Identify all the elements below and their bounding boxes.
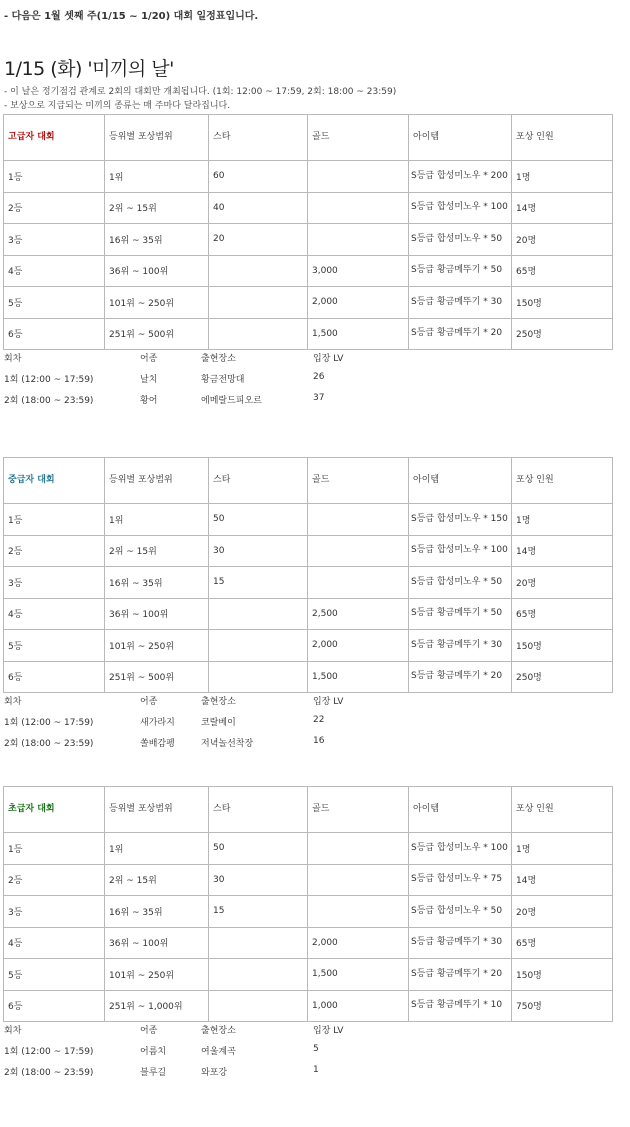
- info-header-row: [3, 690, 403, 711]
- table-cell: 2위 ~ 15위: [105, 864, 209, 896]
- table-cell: 1,500: [308, 959, 409, 991]
- table-row: [4, 896, 613, 928]
- table-cell: 101위 ~ 250위: [105, 287, 209, 319]
- table-cell: [209, 318, 308, 350]
- info-cell: 황어: [140, 396, 158, 406]
- info-cell: 날치: [140, 375, 158, 385]
- table-row: [4, 864, 613, 896]
- column-header: 포상 인원: [512, 115, 613, 161]
- info-cell: 와포강: [201, 1068, 228, 1078]
- table-cell: 1위: [105, 504, 209, 536]
- table-cell: 2,000: [308, 630, 409, 662]
- table-cell: [308, 161, 409, 193]
- table-cell: 1위: [105, 833, 209, 865]
- info-cell: 황금전망대: [201, 375, 245, 385]
- column-header: 아이템: [409, 115, 512, 161]
- info-cell: 새가라지: [140, 718, 175, 728]
- table-cell: 2,000: [308, 287, 409, 319]
- table-cell: 2등: [4, 192, 105, 224]
- table-cell: 250명: [512, 318, 613, 350]
- table-cell: 36위 ~ 100위: [105, 255, 209, 287]
- info-header: 입장 LV: [313, 354, 344, 364]
- tournament-name: 초급자 대회: [4, 787, 105, 833]
- table-row: [4, 959, 613, 991]
- info-row: [3, 1040, 403, 1061]
- table-row: [4, 990, 613, 1022]
- table-cell: 14명: [512, 864, 613, 896]
- beginner-tournament-table: [3, 786, 613, 1022]
- table-cell: 3등: [4, 224, 105, 256]
- info-cell: 5: [313, 1044, 319, 1054]
- table-cell: 2위 ~ 15위: [105, 192, 209, 224]
- table-cell: S등급 합성미노우 * 75: [409, 864, 512, 896]
- column-header: 스타: [209, 787, 308, 833]
- table-cell: 150명: [512, 630, 613, 662]
- table-cell: 1,500: [308, 318, 409, 350]
- info-cell: 코랄베이: [201, 718, 236, 728]
- table-cell: 40: [209, 192, 308, 224]
- table-cell: 5등: [4, 287, 105, 319]
- column-header: 등위별 포상범위: [105, 115, 209, 161]
- table-cell: 50: [209, 504, 308, 536]
- info-header: 입장 LV: [313, 697, 344, 707]
- table-cell: 15: [209, 896, 308, 928]
- info-header: 출현장소: [201, 354, 236, 364]
- table-cell: 14명: [512, 192, 613, 224]
- table-cell: 20: [209, 224, 308, 256]
- table-cell: 250명: [512, 661, 613, 693]
- table-cell: 3등: [4, 896, 105, 928]
- table-cell: [308, 224, 409, 256]
- table-row: [4, 630, 613, 662]
- table-cell: [209, 598, 308, 630]
- table-row: [4, 567, 613, 599]
- column-header: 포상 인원: [512, 458, 613, 504]
- info-cell: 1회 (12:00 ~ 17:59): [4, 1047, 94, 1057]
- info-cell: 쏠배감펭: [140, 739, 175, 749]
- tournament-name: 고급자 대회: [4, 115, 105, 161]
- table-cell: [308, 896, 409, 928]
- note-schedule: - 이 날은 정기점검 관계로 2회의 대회만 개최됩니다. (1회: 12:00 ~ 17:59, 2회: 18:00 ~ 23:59): [4, 87, 397, 97]
- table-cell: 6등: [4, 990, 105, 1022]
- info-cell: 2회 (18:00 ~ 23:59): [4, 396, 94, 406]
- table-cell: S등급 황금메뚜기 * 10: [409, 990, 512, 1022]
- info-row: [3, 1061, 403, 1082]
- table-cell: 6등: [4, 318, 105, 350]
- table-cell: 251위 ~ 500위: [105, 318, 209, 350]
- table-cell: S등급 황금메뚜기 * 20: [409, 959, 512, 991]
- table-cell: S등급 합성미노우 * 100: [409, 192, 512, 224]
- table-header-row: [4, 458, 613, 504]
- table-cell: S등급 합성미노우 * 100: [409, 535, 512, 567]
- advanced-schedule-info: [3, 347, 403, 410]
- table-cell: S등급 합성미노우 * 200: [409, 161, 512, 193]
- table-cell: S등급 황금메뚜기 * 20: [409, 661, 512, 693]
- info-header: 입장 LV: [313, 1026, 344, 1036]
- table-cell: S등급 황금메뚜기 * 30: [409, 630, 512, 662]
- table-cell: 1명: [512, 161, 613, 193]
- table-cell: 150명: [512, 287, 613, 319]
- table-cell: 1,500: [308, 661, 409, 693]
- table-row: [4, 504, 613, 536]
- table-cell: S등급 황금메뚜기 * 20: [409, 318, 512, 350]
- column-header: 등위별 포상범위: [105, 458, 209, 504]
- info-cell: 22: [313, 715, 325, 725]
- table-cell: 150명: [512, 959, 613, 991]
- table-cell: 36위 ~ 100위: [105, 598, 209, 630]
- table-cell: 3,000: [308, 255, 409, 287]
- table-row: [4, 287, 613, 319]
- table-cell: 1등: [4, 833, 105, 865]
- table-cell: 5등: [4, 959, 105, 991]
- info-header: 출현장소: [201, 697, 236, 707]
- column-header: 스타: [209, 458, 308, 504]
- table-cell: 65명: [512, 927, 613, 959]
- column-header: 골드: [308, 115, 409, 161]
- info-cell: 에메랄드피오르: [201, 396, 262, 406]
- table-cell: [209, 959, 308, 991]
- table-cell: 20명: [512, 896, 613, 928]
- table-cell: 30: [209, 535, 308, 567]
- table-cell: 2등: [4, 535, 105, 567]
- table-cell: 2,500: [308, 598, 409, 630]
- info-cell: 1회 (12:00 ~ 17:59): [4, 718, 94, 728]
- beginner-schedule-info: [3, 1019, 403, 1082]
- table-cell: 251위 ~ 1,000위: [105, 990, 209, 1022]
- table-cell: S등급 합성미노우 * 50: [409, 896, 512, 928]
- table-cell: 4등: [4, 927, 105, 959]
- table-cell: 1명: [512, 833, 613, 865]
- table-cell: 20명: [512, 224, 613, 256]
- table-cell: S등급 합성미노우 * 50: [409, 567, 512, 599]
- table-cell: 14명: [512, 535, 613, 567]
- table-cell: 2,000: [308, 927, 409, 959]
- table-row: [4, 661, 613, 693]
- info-header-row: [3, 1019, 403, 1040]
- info-row: [3, 389, 403, 410]
- table-cell: 101위 ~ 250위: [105, 630, 209, 662]
- table-cell: 16위 ~ 35위: [105, 567, 209, 599]
- table-header-row: [4, 115, 613, 161]
- advanced-tournament-table: [3, 114, 613, 350]
- table-row: [4, 318, 613, 350]
- table-cell: 750명: [512, 990, 613, 1022]
- info-header: 회차: [4, 354, 22, 364]
- column-header: 골드: [308, 787, 409, 833]
- table-row: [4, 927, 613, 959]
- info-header: 어종: [140, 1026, 158, 1036]
- info-row: [3, 711, 403, 732]
- info-cell: 어름치: [140, 1047, 167, 1057]
- table-cell: 5등: [4, 630, 105, 662]
- table-cell: [308, 567, 409, 599]
- table-cell: 2등: [4, 864, 105, 896]
- table-cell: [209, 630, 308, 662]
- table-cell: 1등: [4, 504, 105, 536]
- info-header: 회차: [4, 1026, 22, 1036]
- info-cell: 37: [313, 393, 325, 403]
- table-cell: 251위 ~ 500위: [105, 661, 209, 693]
- info-cell: 16: [313, 736, 325, 746]
- table-cell: [209, 287, 308, 319]
- column-header: 골드: [308, 458, 409, 504]
- day-title: 1/15 (화) '미끼의 날': [4, 58, 174, 80]
- table-cell: S등급 황금메뚜기 * 50: [409, 255, 512, 287]
- table-cell: 1명: [512, 504, 613, 536]
- table-cell: [308, 535, 409, 567]
- info-header: 출현장소: [201, 1026, 236, 1036]
- table-cell: [209, 927, 308, 959]
- info-cell: 여울계곡: [201, 1047, 236, 1057]
- table-cell: 16위 ~ 35위: [105, 896, 209, 928]
- column-header: 아이템: [409, 458, 512, 504]
- info-row: [3, 732, 403, 753]
- table-cell: S등급 합성미노우 * 50: [409, 224, 512, 256]
- info-header: 어종: [140, 354, 158, 364]
- table-cell: 1등: [4, 161, 105, 193]
- table-cell: S등급 황금메뚜기 * 30: [409, 287, 512, 319]
- table-cell: 20명: [512, 567, 613, 599]
- table-cell: 65명: [512, 598, 613, 630]
- info-row: [3, 368, 403, 389]
- table-cell: S등급 황금메뚜기 * 50: [409, 598, 512, 630]
- table-row: [4, 598, 613, 630]
- table-cell: [209, 255, 308, 287]
- intermediate-schedule-info: [3, 690, 403, 753]
- table-cell: 15: [209, 567, 308, 599]
- info-cell: 2회 (18:00 ~ 23:59): [4, 739, 94, 749]
- table-cell: [308, 504, 409, 536]
- info-cell: 2회 (18:00 ~ 23:59): [4, 1068, 94, 1078]
- info-header-row: [3, 347, 403, 368]
- column-header: 스타: [209, 115, 308, 161]
- intermediate-tournament-table: [3, 457, 613, 693]
- table-row: [4, 833, 613, 865]
- table-cell: 65명: [512, 255, 613, 287]
- table-cell: 3등: [4, 567, 105, 599]
- table-row: [4, 255, 613, 287]
- table-cell: 2위 ~ 15위: [105, 535, 209, 567]
- table-cell: S등급 합성미노우 * 100: [409, 833, 512, 865]
- table-cell: 16위 ~ 35위: [105, 224, 209, 256]
- table-cell: 1,000: [308, 990, 409, 1022]
- table-cell: 4등: [4, 598, 105, 630]
- table-row: [4, 192, 613, 224]
- info-cell: 26: [313, 372, 325, 382]
- table-cell: [308, 833, 409, 865]
- info-cell: 저녁놀선착장: [201, 739, 254, 749]
- table-row: [4, 535, 613, 567]
- table-cell: 101위 ~ 250위: [105, 959, 209, 991]
- table-row: [4, 161, 613, 193]
- info-cell: 1: [313, 1065, 319, 1075]
- table-header-row: [4, 787, 613, 833]
- table-cell: 60: [209, 161, 308, 193]
- table-row: [4, 224, 613, 256]
- column-header: 아이템: [409, 787, 512, 833]
- table-cell: [308, 192, 409, 224]
- table-cell: 6등: [4, 661, 105, 693]
- table-cell: 36위 ~ 100위: [105, 927, 209, 959]
- table-cell: 4등: [4, 255, 105, 287]
- table-cell: 1위: [105, 161, 209, 193]
- info-header: 어종: [140, 697, 158, 707]
- info-header: 회차: [4, 697, 22, 707]
- table-cell: 50: [209, 833, 308, 865]
- table-cell: 30: [209, 864, 308, 896]
- table-cell: [209, 661, 308, 693]
- column-header: 포상 인원: [512, 787, 613, 833]
- table-cell: S등급 황금메뚜기 * 30: [409, 927, 512, 959]
- table-cell: [308, 864, 409, 896]
- table-cell: [209, 990, 308, 1022]
- intro-text: - 다음은 1월 셋째 주(1/15 ~ 1/20) 대회 일정표입니다.: [4, 11, 259, 22]
- tournament-name: 중급자 대회: [4, 458, 105, 504]
- info-cell: 1회 (12:00 ~ 17:59): [4, 375, 94, 385]
- table-cell: S등급 합성미노우 * 150: [409, 504, 512, 536]
- column-header: 등위별 포상범위: [105, 787, 209, 833]
- note-reward: - 보상으로 지급되는 미끼의 종류는 매 주마다 달라집니다.: [4, 101, 231, 111]
- info-cell: 블루길: [140, 1068, 167, 1078]
